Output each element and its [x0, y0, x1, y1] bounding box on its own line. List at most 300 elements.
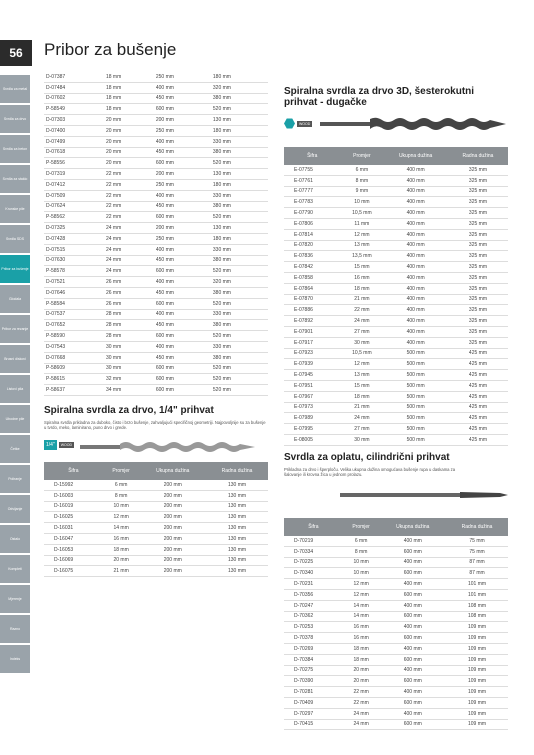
- table-cell: D-07484: [44, 82, 104, 93]
- table-row: [284, 589, 508, 600]
- table-cell: D-16053: [44, 544, 103, 555]
- table-row: [44, 244, 268, 255]
- table-cell: 13,5 mm: [340, 251, 383, 262]
- table-cell: 24 mm: [104, 266, 154, 277]
- table-cell: P-58549: [44, 104, 104, 115]
- table-cell: 10,5 mm: [340, 348, 383, 359]
- table-cell: 520 mm: [211, 374, 268, 385]
- table-cell: D-07509: [44, 190, 104, 201]
- table-cell: 325 mm: [448, 326, 508, 337]
- table-cell: D-16069: [44, 555, 103, 566]
- table-row: [284, 536, 508, 546]
- table-row: [44, 82, 268, 93]
- table-cell: 450 mm: [154, 255, 211, 266]
- table-cell: 130 mm: [211, 115, 268, 126]
- table-cell: E-07790: [284, 208, 340, 219]
- table-cell: E-07864: [284, 283, 340, 294]
- table-row: [284, 262, 508, 273]
- table-cell: 400 mm: [379, 643, 446, 654]
- table-cell: D-07412: [44, 179, 104, 190]
- table-cell: 400 mm: [383, 197, 448, 208]
- table-cell: P-58578: [44, 266, 104, 277]
- table-cell: 400 mm: [383, 218, 448, 229]
- table-cell: 180 mm: [211, 72, 268, 82]
- column-header: Radna dužina: [206, 462, 268, 480]
- table-cell: 600 mm: [379, 568, 446, 579]
- table-row: [284, 434, 508, 445]
- sidebar-tab: Kompleti: [0, 555, 30, 583]
- table-cell: 600 mm: [154, 158, 211, 169]
- table-row: [284, 391, 508, 402]
- wood-badge: WOOD: [299, 121, 311, 126]
- table-cell: 380 mm: [211, 147, 268, 158]
- table-cell: 109 mm: [446, 654, 508, 665]
- table-cell: 325 mm: [448, 186, 508, 197]
- table-cell: D-07630: [44, 255, 104, 266]
- table-cell: 22 mm: [340, 305, 383, 316]
- table-cell: 21 mm: [340, 402, 383, 413]
- table-row: [44, 72, 268, 82]
- table-cell: 87 mm: [446, 568, 508, 579]
- table-cell: D-70247: [284, 600, 343, 611]
- table-cell: 600 mm: [154, 212, 211, 223]
- table-cell: 500 mm: [383, 380, 448, 391]
- table-cell: D-70378: [284, 633, 343, 644]
- table-cell: 320 mm: [211, 277, 268, 288]
- table-cell: E-07858: [284, 272, 340, 283]
- table-cell: 28 mm: [104, 320, 154, 331]
- table-cell: 380 mm: [211, 352, 268, 363]
- table-cell: D-70219: [284, 536, 343, 546]
- table-cell: D-07668: [44, 352, 104, 363]
- table-cell: 18 mm: [340, 391, 383, 402]
- table-row: [44, 136, 268, 147]
- badge-3d: [284, 118, 312, 129]
- table-cell: 500 mm: [383, 434, 448, 445]
- table-3d: [284, 147, 508, 446]
- table-cell: 400 mm: [383, 186, 448, 197]
- table-cell: 325 mm: [448, 229, 508, 240]
- table-cell: 24 mm: [104, 244, 154, 255]
- table-cell: 13 mm: [340, 240, 383, 251]
- table-cell: D-70409: [284, 697, 343, 708]
- table-cell: 22 mm: [104, 212, 154, 223]
- table-cell: D-16047: [44, 533, 103, 544]
- table-cell: 200 mm: [139, 544, 206, 555]
- table-cell: 325 mm: [448, 294, 508, 305]
- table-cell: D-70334: [284, 546, 343, 557]
- table-cell: 520 mm: [211, 298, 268, 309]
- table-row: [44, 480, 268, 490]
- drill-bit-image: [340, 490, 508, 500]
- table-cell: D-07499: [44, 136, 104, 147]
- table-cell: P-58584: [44, 298, 104, 309]
- table-cell: 20 mm: [104, 147, 154, 158]
- sidebar-tab: Indeks: [0, 645, 30, 673]
- table-row: [44, 266, 268, 277]
- table-cell: 200 mm: [139, 533, 206, 544]
- table-cell: D-70281: [284, 687, 343, 698]
- table-cell: 108 mm: [446, 600, 508, 611]
- column-header: Promjer: [103, 462, 140, 480]
- table-cell: 520 mm: [211, 266, 268, 277]
- table-cell: 130 mm: [206, 533, 268, 544]
- table-cell: 250 mm: [154, 125, 211, 136]
- table-cell: D-07652: [44, 320, 104, 331]
- table-cell: D-07646: [44, 287, 104, 298]
- table-cell: 400 mm: [154, 136, 211, 147]
- table-cell: P-58609: [44, 363, 104, 374]
- table-cell: 425 mm: [448, 380, 508, 391]
- table-continued: [44, 72, 268, 396]
- table-row: [44, 169, 268, 180]
- table-cell: 14 mm: [343, 611, 380, 622]
- table-cell: 380 mm: [211, 201, 268, 212]
- table-cell: D-16031: [44, 523, 103, 534]
- table-row: [284, 546, 508, 557]
- table-cell: 109 mm: [446, 665, 508, 676]
- table-cell: E-07886: [284, 305, 340, 316]
- table-row: [44, 320, 268, 331]
- table-row: [284, 197, 508, 208]
- table-cell: 10 mm: [343, 568, 380, 579]
- table-row: [284, 359, 508, 370]
- table-cell: 330 mm: [211, 244, 268, 255]
- section-title-quarter-inch: Spiralna svrdla za drvo, 1/4" prihvat: [44, 405, 214, 416]
- table-cell: 325 mm: [448, 316, 508, 327]
- table-cell: D-07537: [44, 309, 104, 320]
- table-cell: 200 mm: [139, 555, 206, 566]
- table-cell: E-07836: [284, 251, 340, 262]
- table-row: [44, 533, 268, 544]
- table-cell: 30 mm: [104, 341, 154, 352]
- table-cell: 16 mm: [340, 272, 383, 283]
- table-cell: 400 mm: [383, 208, 448, 219]
- table-row: [44, 544, 268, 555]
- table-cell: 109 mm: [446, 697, 508, 708]
- table-cell: 520 mm: [211, 104, 268, 115]
- table-cell: 600 mm: [154, 331, 211, 342]
- table-cell: 18 mm: [103, 544, 140, 555]
- column-header: Ukupna dužina: [139, 462, 206, 480]
- table-cell: 450 mm: [154, 201, 211, 212]
- table-cell: 400 mm: [154, 341, 211, 352]
- table-cell: E-07892: [284, 316, 340, 327]
- table-cell: 520 mm: [211, 385, 268, 396]
- section-desc-formwork: Prikladna za drvo i šperploču. Velika ukupna dužina omogućava bušenje rupa u daskama za šalovanje ili krovna žica u jednom prolazu.: [284, 467, 456, 477]
- table-cell: 600 mm: [154, 374, 211, 385]
- table-row: [44, 147, 268, 158]
- table-cell: D-70384: [284, 654, 343, 665]
- section-title-formwork: Svrdla za oplatu, cilindrični prihvat: [284, 452, 450, 463]
- table-cell: D-70275: [284, 665, 343, 676]
- table-cell: 250 mm: [154, 179, 211, 190]
- table-cell: E-07951: [284, 380, 340, 391]
- table-cell: 325 mm: [448, 218, 508, 229]
- table-cell: 22 mm: [104, 201, 154, 212]
- table-cell: D-07400: [44, 125, 104, 136]
- table-row: [44, 523, 268, 534]
- column-header: Radna dužina: [446, 518, 508, 536]
- table-cell: 101 mm: [446, 579, 508, 590]
- table-row: [284, 186, 508, 197]
- table-cell: 600 mm: [154, 298, 211, 309]
- table-cell: D-70340: [284, 568, 343, 579]
- table-cell: 130 mm: [211, 223, 268, 234]
- table-cell: 600 mm: [379, 589, 446, 600]
- sidebar: [0, 75, 30, 675]
- table-cell: 27 mm: [340, 326, 383, 337]
- table-row: [284, 643, 508, 654]
- table-cell: 6 mm: [103, 480, 140, 490]
- table-cell: 24 mm: [343, 708, 380, 719]
- table-cell: 32 mm: [104, 374, 154, 385]
- table-cell: 600 mm: [379, 719, 446, 730]
- table-cell: D-07428: [44, 233, 104, 244]
- page-title: Pribor za bušenje: [44, 40, 177, 59]
- table-row: [44, 190, 268, 201]
- table-cell: E-07761: [284, 175, 340, 186]
- table-cell: 130 mm: [206, 523, 268, 534]
- sidebar-tab: Svrdla za metal: [0, 75, 30, 103]
- sidebar-tab: Svrdla za drvo: [0, 105, 30, 133]
- column-header: Šifra: [44, 462, 103, 480]
- table-cell: 325 mm: [448, 305, 508, 316]
- table-cell: 425 mm: [448, 413, 508, 424]
- table-cell: 400 mm: [379, 557, 446, 568]
- table-cell: 20 mm: [103, 555, 140, 566]
- table-cell: 400 mm: [379, 579, 446, 590]
- table-cell: 400 mm: [379, 708, 446, 719]
- table-row: [284, 294, 508, 305]
- table-cell: 130 mm: [211, 169, 268, 180]
- table-cell: E-07917: [284, 337, 340, 348]
- table-row: [44, 309, 268, 320]
- table-cell: 200 mm: [154, 115, 211, 126]
- table-cell: 425 mm: [448, 348, 508, 359]
- table-cell: 325 mm: [448, 283, 508, 294]
- table-row: [284, 557, 508, 568]
- table-cell: P-58562: [44, 212, 104, 223]
- column-header: Šifra: [284, 518, 343, 536]
- table-cell: 425 mm: [448, 402, 508, 413]
- table-cell: 330 mm: [211, 190, 268, 201]
- table-cell: 400 mm: [383, 337, 448, 348]
- table-cell: D-07543: [44, 341, 104, 352]
- table-cell: D-16019: [44, 501, 103, 512]
- table-row: [284, 687, 508, 698]
- sidebar-tab: Poliranje: [0, 465, 30, 493]
- table-cell: 325 mm: [448, 175, 508, 186]
- table-row: [284, 165, 508, 175]
- table-cell: 20 mm: [104, 158, 154, 169]
- table-cell: D-16025: [44, 512, 103, 523]
- table-cell: 28 mm: [104, 331, 154, 342]
- table-cell: 500 mm: [383, 370, 448, 381]
- table-cell: 520 mm: [211, 212, 268, 223]
- table-row: [284, 424, 508, 435]
- table-cell: 200 mm: [154, 223, 211, 234]
- table-cell: 34 mm: [104, 385, 154, 396]
- table-cell: 320 mm: [211, 82, 268, 93]
- table-cell: 24 mm: [104, 255, 154, 266]
- table-cell: D-16075: [44, 566, 103, 577]
- table-cell: 200 mm: [139, 480, 206, 490]
- table-formwork: [284, 518, 508, 730]
- table-cell: E-07939: [284, 359, 340, 370]
- table-cell: 425 mm: [448, 359, 508, 370]
- table-cell: 600 mm: [154, 363, 211, 374]
- table-cell: E-07945: [284, 370, 340, 381]
- column-header: Promjer: [343, 518, 380, 536]
- table-cell: 24 mm: [104, 233, 154, 244]
- column-header: Šifra: [284, 147, 340, 165]
- table-cell: 18 mm: [343, 643, 380, 654]
- table-cell: 325 mm: [448, 165, 508, 175]
- table-cell: 22 mm: [104, 179, 154, 190]
- table-row: [284, 316, 508, 327]
- table-cell: 500 mm: [383, 391, 448, 402]
- table-row: [44, 374, 268, 385]
- sidebar-tab: Odvijanje: [0, 495, 30, 523]
- table-cell: 200 mm: [139, 512, 206, 523]
- table-cell: D-07515: [44, 244, 104, 255]
- table-row: [44, 233, 268, 244]
- table-cell: 325 mm: [448, 251, 508, 262]
- table-cell: 30 mm: [104, 363, 154, 374]
- sidebar-tab: Ubodne pile: [0, 405, 30, 433]
- table-cell: 400 mm: [154, 190, 211, 201]
- table-cell: 130 mm: [206, 555, 268, 566]
- table-cell: 21 mm: [340, 294, 383, 305]
- column-header: Promjer: [340, 147, 383, 165]
- table-cell: P-58615: [44, 374, 104, 385]
- table-row: [284, 622, 508, 633]
- table-cell: 325 mm: [448, 337, 508, 348]
- table-cell: E-07901: [284, 326, 340, 337]
- table-cell: E-07989: [284, 413, 340, 424]
- table-cell: E-07995: [284, 424, 340, 435]
- table-cell: 400 mm: [383, 240, 448, 251]
- sidebar-tab: Listovi pila: [0, 375, 30, 403]
- table-cell: 22 mm: [343, 687, 380, 698]
- table-cell: 10 mm: [103, 501, 140, 512]
- table-cell: 20 mm: [343, 676, 380, 687]
- sidebar-tab: Mjerenje: [0, 585, 30, 613]
- sidebar-tab: Glodala: [0, 285, 30, 313]
- table-row: [284, 251, 508, 262]
- table-cell: 12 mm: [343, 579, 380, 590]
- table-cell: E-07806: [284, 218, 340, 229]
- table-cell: 20 mm: [104, 115, 154, 126]
- table-cell: 20 mm: [104, 125, 154, 136]
- table-cell: 450 mm: [154, 93, 211, 104]
- table-row: [44, 201, 268, 212]
- table-cell: 380 mm: [211, 287, 268, 298]
- table-cell: D-07624: [44, 201, 104, 212]
- table-cell: E-07755: [284, 165, 340, 175]
- table-cell: 600 mm: [154, 385, 211, 396]
- table-cell: 400 mm: [379, 622, 446, 633]
- table-row: [284, 676, 508, 687]
- table-cell: 400 mm: [383, 294, 448, 305]
- table-cell: 450 mm: [154, 320, 211, 331]
- table-cell: 400 mm: [383, 326, 448, 337]
- table-cell: 380 mm: [211, 320, 268, 331]
- table-cell: 520 mm: [211, 331, 268, 342]
- table-cell: 400 mm: [154, 309, 211, 320]
- column-header: Radna dužina: [448, 147, 508, 165]
- table-cell: 330 mm: [211, 309, 268, 320]
- table-cell: 18 mm: [104, 72, 154, 82]
- table-row: [44, 277, 268, 288]
- table-cell: 500 mm: [383, 359, 448, 370]
- table-row: [284, 402, 508, 413]
- table-cell: 600 mm: [154, 104, 211, 115]
- table-row: [44, 298, 268, 309]
- table-cell: 500 mm: [383, 413, 448, 424]
- table-row: [284, 380, 508, 391]
- table-cell: 8 mm: [343, 546, 380, 557]
- page-number: 56: [0, 40, 32, 66]
- table-cell: 400 mm: [379, 687, 446, 698]
- table-cell: 325 mm: [448, 240, 508, 251]
- table-cell: 21 mm: [103, 566, 140, 577]
- table-cell: 11 mm: [340, 218, 383, 229]
- table-cell: 600 mm: [379, 546, 446, 557]
- table-cell: 20 mm: [104, 136, 154, 147]
- table-row: [284, 568, 508, 579]
- sidebar-tab: Ostalo: [0, 525, 30, 553]
- table-row: [284, 326, 508, 337]
- table-cell: 250 mm: [154, 233, 211, 244]
- table-cell: 24 mm: [104, 223, 154, 234]
- table-cell: D-16003: [44, 490, 103, 501]
- table-cell: 12 mm: [340, 359, 383, 370]
- table-cell: D-15992: [44, 480, 103, 490]
- table-cell: 109 mm: [446, 622, 508, 633]
- table-cell: 380 mm: [211, 255, 268, 266]
- table-cell: 109 mm: [446, 719, 508, 730]
- table-cell: 425 mm: [448, 391, 508, 402]
- table-cell: 500 mm: [383, 348, 448, 359]
- table-cell: 24 mm: [343, 719, 380, 730]
- table-cell: 20 mm: [343, 665, 380, 676]
- table-cell: 16 mm: [343, 633, 380, 644]
- table-cell: 330 mm: [211, 341, 268, 352]
- table-cell: E-08005: [284, 434, 340, 445]
- table-cell: 180 mm: [211, 179, 268, 190]
- table-cell: 101 mm: [446, 589, 508, 600]
- table-cell: D-70297: [284, 708, 343, 719]
- table-cell: D-07325: [44, 223, 104, 234]
- table-cell: 28 mm: [104, 309, 154, 320]
- table-row: [44, 331, 268, 342]
- table-row: [284, 240, 508, 251]
- table-cell: D-07521: [44, 277, 104, 288]
- table-cell: 325 mm: [448, 272, 508, 283]
- table-row: [284, 654, 508, 665]
- table-row: [284, 283, 508, 294]
- table-cell: 400 mm: [383, 175, 448, 186]
- table-cell: 400 mm: [383, 229, 448, 240]
- hex-size-badge: 1/4": [46, 442, 55, 448]
- table-cell: 400 mm: [379, 600, 446, 611]
- table-cell: 22 mm: [104, 169, 154, 180]
- table-row: [284, 175, 508, 186]
- table-row: [284, 600, 508, 611]
- table-cell: 26 mm: [104, 298, 154, 309]
